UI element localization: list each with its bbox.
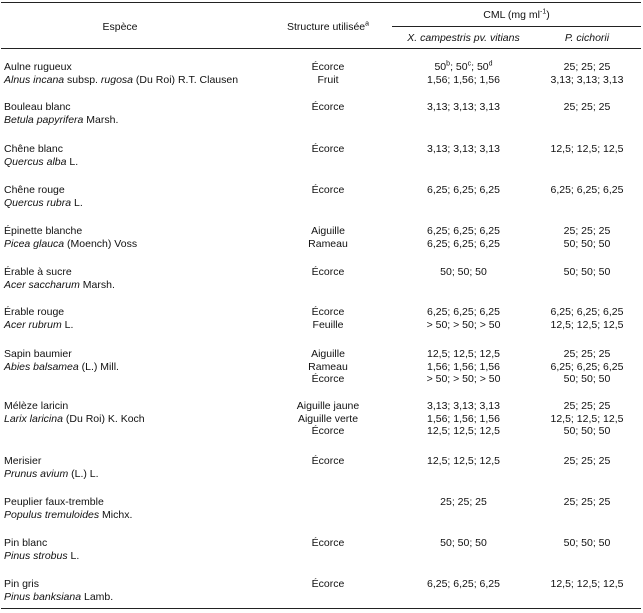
species-cell [4, 496, 132, 521]
structure-cell [262, 306, 394, 331]
pc-value-cell [537, 578, 637, 591]
pc-value-cell [537, 266, 637, 279]
pc-value: 25; 25; 25 [563, 225, 611, 237]
structure-value: Feuille [312, 318, 344, 331]
species-scientific-line [4, 197, 83, 210]
structure-value: Écorce [311, 101, 345, 113]
species-authority: (Du Roi) K. Koch [62, 412, 145, 425]
structure-cell [262, 61, 394, 86]
species-authority: L. [66, 155, 79, 168]
structure-value: Fruit [317, 73, 339, 86]
structure-cell [262, 184, 394, 197]
species-scientific-name: Betula papyrifera [4, 113, 84, 126]
xc-value: 6,25; 6,25; 6,25 [427, 237, 500, 250]
xc-value: 1,56; 1,56; 1,56 [427, 73, 500, 86]
pc-value-cell [537, 225, 637, 250]
species-scientific-line [4, 413, 145, 426]
species-scientific-name: Pinus strobus [4, 549, 68, 562]
species-scientific-line [4, 361, 119, 374]
xc-value: 50; 50; 50 [440, 266, 487, 278]
xc-value-cell [394, 143, 533, 156]
species-common-name: Sapin baumier [4, 348, 72, 360]
pc-value-cell [537, 143, 637, 156]
structure-cell [262, 455, 394, 468]
header-cml [394, 9, 639, 21]
structure-cell [262, 348, 394, 386]
species-scientific-line [4, 468, 99, 481]
pc-value-cell [537, 184, 637, 197]
header-cml-unit-exp: -1 [540, 8, 547, 16]
species-cell [4, 101, 118, 126]
header-cml-label: CML (mg ml [483, 9, 541, 21]
structure-value: Aiguille jaune [296, 400, 360, 412]
species-common-name: Chêne blanc [4, 143, 63, 155]
header-col-xc [394, 32, 533, 44]
pc-value: 25; 25; 25 [563, 61, 611, 73]
species-scientific-line [4, 319, 73, 332]
structure-cell [262, 225, 394, 250]
header-bottom-rule [1, 48, 641, 49]
pc-value-cell [537, 61, 637, 86]
species-authority: L. [61, 318, 74, 331]
xc-value-cell [394, 184, 533, 197]
xc-value: > 50; > 50; > 50 [426, 318, 501, 331]
pc-value: 25; 25; 25 [563, 496, 611, 508]
xc-value: 6,25; 6,25; 6,25 [427, 306, 500, 318]
species-common-name: Merisier [4, 455, 42, 467]
pc-value: 12,5; 12,5; 12,5 [550, 412, 624, 425]
species-authority: (L.) L. [68, 467, 99, 480]
footnote-marker: b [446, 60, 451, 68]
species-scientific-name: Quercus alba [4, 155, 67, 168]
xc-value-cell [394, 455, 533, 468]
header-species [60, 21, 180, 33]
species-cell [4, 455, 99, 480]
species-cell [4, 400, 145, 425]
cml-subheader-rule [392, 26, 641, 27]
pc-value-cell [537, 400, 637, 438]
pc-value: 50; 50; 50 [563, 237, 611, 250]
pc-value-cell [537, 306, 637, 331]
xc-value-cell [394, 537, 533, 550]
pc-value: 50; 50; 50 [563, 373, 611, 385]
species-scientific-line [4, 156, 78, 169]
structure-value: Écorce [311, 537, 345, 549]
xc-value-cell [394, 496, 533, 509]
species-scientific-name: Alnus incana [4, 73, 65, 86]
table-bottom-rule [1, 608, 641, 609]
species-authority: Marsh. [79, 278, 115, 291]
subspecies-epithet: rugosa [100, 73, 134, 86]
pc-value: 6,25; 6,25; 6,25 [550, 360, 624, 373]
species-scientific-line [4, 591, 113, 604]
pc-value: 12,5; 12,5; 12,5 [550, 143, 624, 155]
xc-value: 3,13; 3,13; 3,13 [427, 143, 500, 155]
xc-value-cell [394, 266, 533, 279]
species-cell [4, 61, 238, 86]
species-common-name: Peuplier faux-tremble [4, 496, 104, 508]
xc-value: 50; 50; 50 [440, 537, 487, 549]
structure-cell [262, 143, 394, 156]
pc-value: 50; 50; 50 [563, 425, 611, 437]
species-scientific-name: Abies balsamea [4, 360, 79, 373]
species-common-name: Épinette blanche [4, 225, 83, 237]
header-col-xc-label: X. campestris pv. vitians [407, 32, 520, 44]
species-cell [4, 184, 83, 209]
pc-value: 6,25; 6,25; 6,25 [550, 184, 624, 196]
xc-value-cell [394, 225, 533, 250]
xc-value: 1,56; 1,56; 1,56 [427, 360, 500, 373]
pc-value-cell [537, 348, 637, 386]
species-scientific-name: Larix laricina [4, 412, 63, 425]
xc-value: 12,5; 12,5; 12,5 [427, 425, 500, 437]
pc-value: 25; 25; 25 [563, 101, 611, 113]
pc-value-cell [537, 101, 637, 114]
pc-value: 50; 50; 50 [563, 537, 611, 549]
structure-value: Écorce [311, 578, 345, 590]
pc-value: 3,13; 3,13; 3,13 [550, 73, 624, 86]
xc-value: 1,56; 1,56; 1,56 [427, 412, 500, 425]
pc-value: 6,25; 6,25; 6,25 [550, 306, 624, 318]
species-authority: L. [67, 549, 80, 562]
structure-cell [262, 537, 394, 550]
structure-value: Rameau [308, 237, 348, 250]
structure-value: Aiguille [311, 225, 345, 237]
species-authority: (L.) Mill. [78, 360, 119, 373]
species-cell [4, 266, 115, 291]
header-structure-footnote: a [365, 20, 370, 28]
species-common-name: Chêne rouge [4, 184, 65, 196]
pc-value: 12,5; 12,5; 12,5 [550, 318, 624, 331]
xc-value-cell [394, 61, 533, 86]
species-common-name: Bouleau blanc [4, 101, 71, 113]
structure-value: Écorce [311, 143, 345, 155]
header-structure [262, 21, 394, 33]
structure-value: Écorce [311, 425, 345, 437]
species-common-name: Érable à sucre [4, 266, 72, 278]
species-common-name: Pin blanc [4, 537, 48, 549]
xc-value: 3,13; 3,13; 3,13 [427, 400, 500, 412]
species-scientific-name: Prunus avium [4, 467, 69, 480]
species-scientific-name: Populus tremuloides [4, 508, 100, 521]
pc-value: 25; 25; 25 [563, 348, 611, 360]
species-scientific-name: Acer rubrum [4, 318, 62, 331]
species-scientific-line [4, 114, 118, 127]
structure-value: Écorce [311, 184, 345, 196]
xc-value: 12,5; 12,5; 12,5 [427, 348, 500, 360]
species-scientific-line [4, 74, 238, 87]
pc-value-cell [537, 455, 637, 468]
xc-value: 6,25; 6,25; 6,25 [427, 225, 500, 237]
pc-value: 50; 50; 50 [563, 266, 611, 278]
structure-value: Écorce [311, 266, 345, 278]
species-cell [4, 225, 137, 250]
header-col-pc-label: P. cichorii [564, 32, 610, 44]
header-species-label: Espèce [102, 21, 138, 33]
xc-value-cell [394, 578, 533, 591]
species-scientific-name: Acer saccharum [4, 278, 80, 291]
header-structure-label: Structure utilisée [286, 21, 366, 33]
structure-cell [262, 266, 394, 279]
structure-cell [262, 101, 394, 114]
structure-value: Aiguille [311, 348, 345, 360]
species-common-name: Érable rouge [4, 306, 65, 318]
species-scientific-line [4, 509, 132, 522]
structure-value: Écorce [311, 61, 345, 73]
species-common-name: Mélèze laricin [4, 400, 69, 412]
species-authority: (Moench) Voss [64, 237, 138, 250]
xc-value: 6,25; 6,25; 6,25 [427, 578, 500, 590]
structure-value: Aiguille verte [297, 412, 359, 425]
species-authority: Lamb. [81, 590, 114, 603]
xc-value: 25; 25; 25 [440, 496, 487, 508]
species-scientific-line [4, 238, 137, 251]
pc-value: 25; 25; 25 [563, 400, 611, 412]
pc-value-cell [537, 496, 637, 509]
xc-value-cell [394, 101, 533, 114]
xc-value: 50$^b$; 50$^c$; 50$^d$ [434, 60, 493, 73]
species-scientific-name: Quercus rubra [4, 196, 72, 209]
xc-value: 6,25; 6,25; 6,25 [427, 184, 500, 196]
table-top-rule [1, 2, 641, 3]
header-cml-close: ) [546, 9, 550, 21]
species-authority: subsp. rugosa (Du Roi) R.T. Clausen [64, 73, 239, 86]
pc-value: 25; 25; 25 [563, 455, 611, 467]
species-common-name: Pin gris [4, 578, 40, 590]
xc-value-cell [394, 400, 533, 438]
xc-value-cell [394, 306, 533, 331]
footnote-marker: c [467, 60, 472, 68]
structure-cell [262, 578, 394, 591]
xc-value: 3,13; 3,13; 3,13 [427, 101, 500, 113]
species-scientific-line [4, 279, 115, 292]
species-scientific-name: Picea glauca [4, 237, 65, 250]
structure-value: Rameau [308, 360, 348, 373]
structure-value: Écorce [311, 306, 345, 318]
footnote-marker: d [488, 60, 493, 68]
structure-cell [262, 400, 394, 438]
species-scientific-line [4, 550, 79, 563]
xc-value: 12,5; 12,5; 12,5 [427, 455, 500, 467]
species-cell [4, 578, 113, 603]
header-col-pc [537, 32, 637, 44]
species-authority: L. [71, 196, 83, 209]
pc-value-cell [537, 537, 637, 550]
species-cell [4, 306, 73, 331]
species-common-name: Aulne rugueux [4, 61, 72, 73]
species-cell [4, 537, 79, 562]
species-authority: Marsh. [83, 113, 119, 126]
species-cell [4, 143, 78, 168]
structure-value: Écorce [311, 373, 345, 385]
species-cell [4, 348, 119, 373]
xc-value: > 50; > 50; > 50 [426, 373, 501, 385]
species-scientific-name: Pinus banksiana [4, 590, 82, 603]
xc-value-cell [394, 348, 533, 386]
species-authority: Michx. [99, 508, 133, 521]
structure-value: Écorce [311, 455, 345, 467]
pc-value: 12,5; 12,5; 12,5 [550, 578, 624, 590]
